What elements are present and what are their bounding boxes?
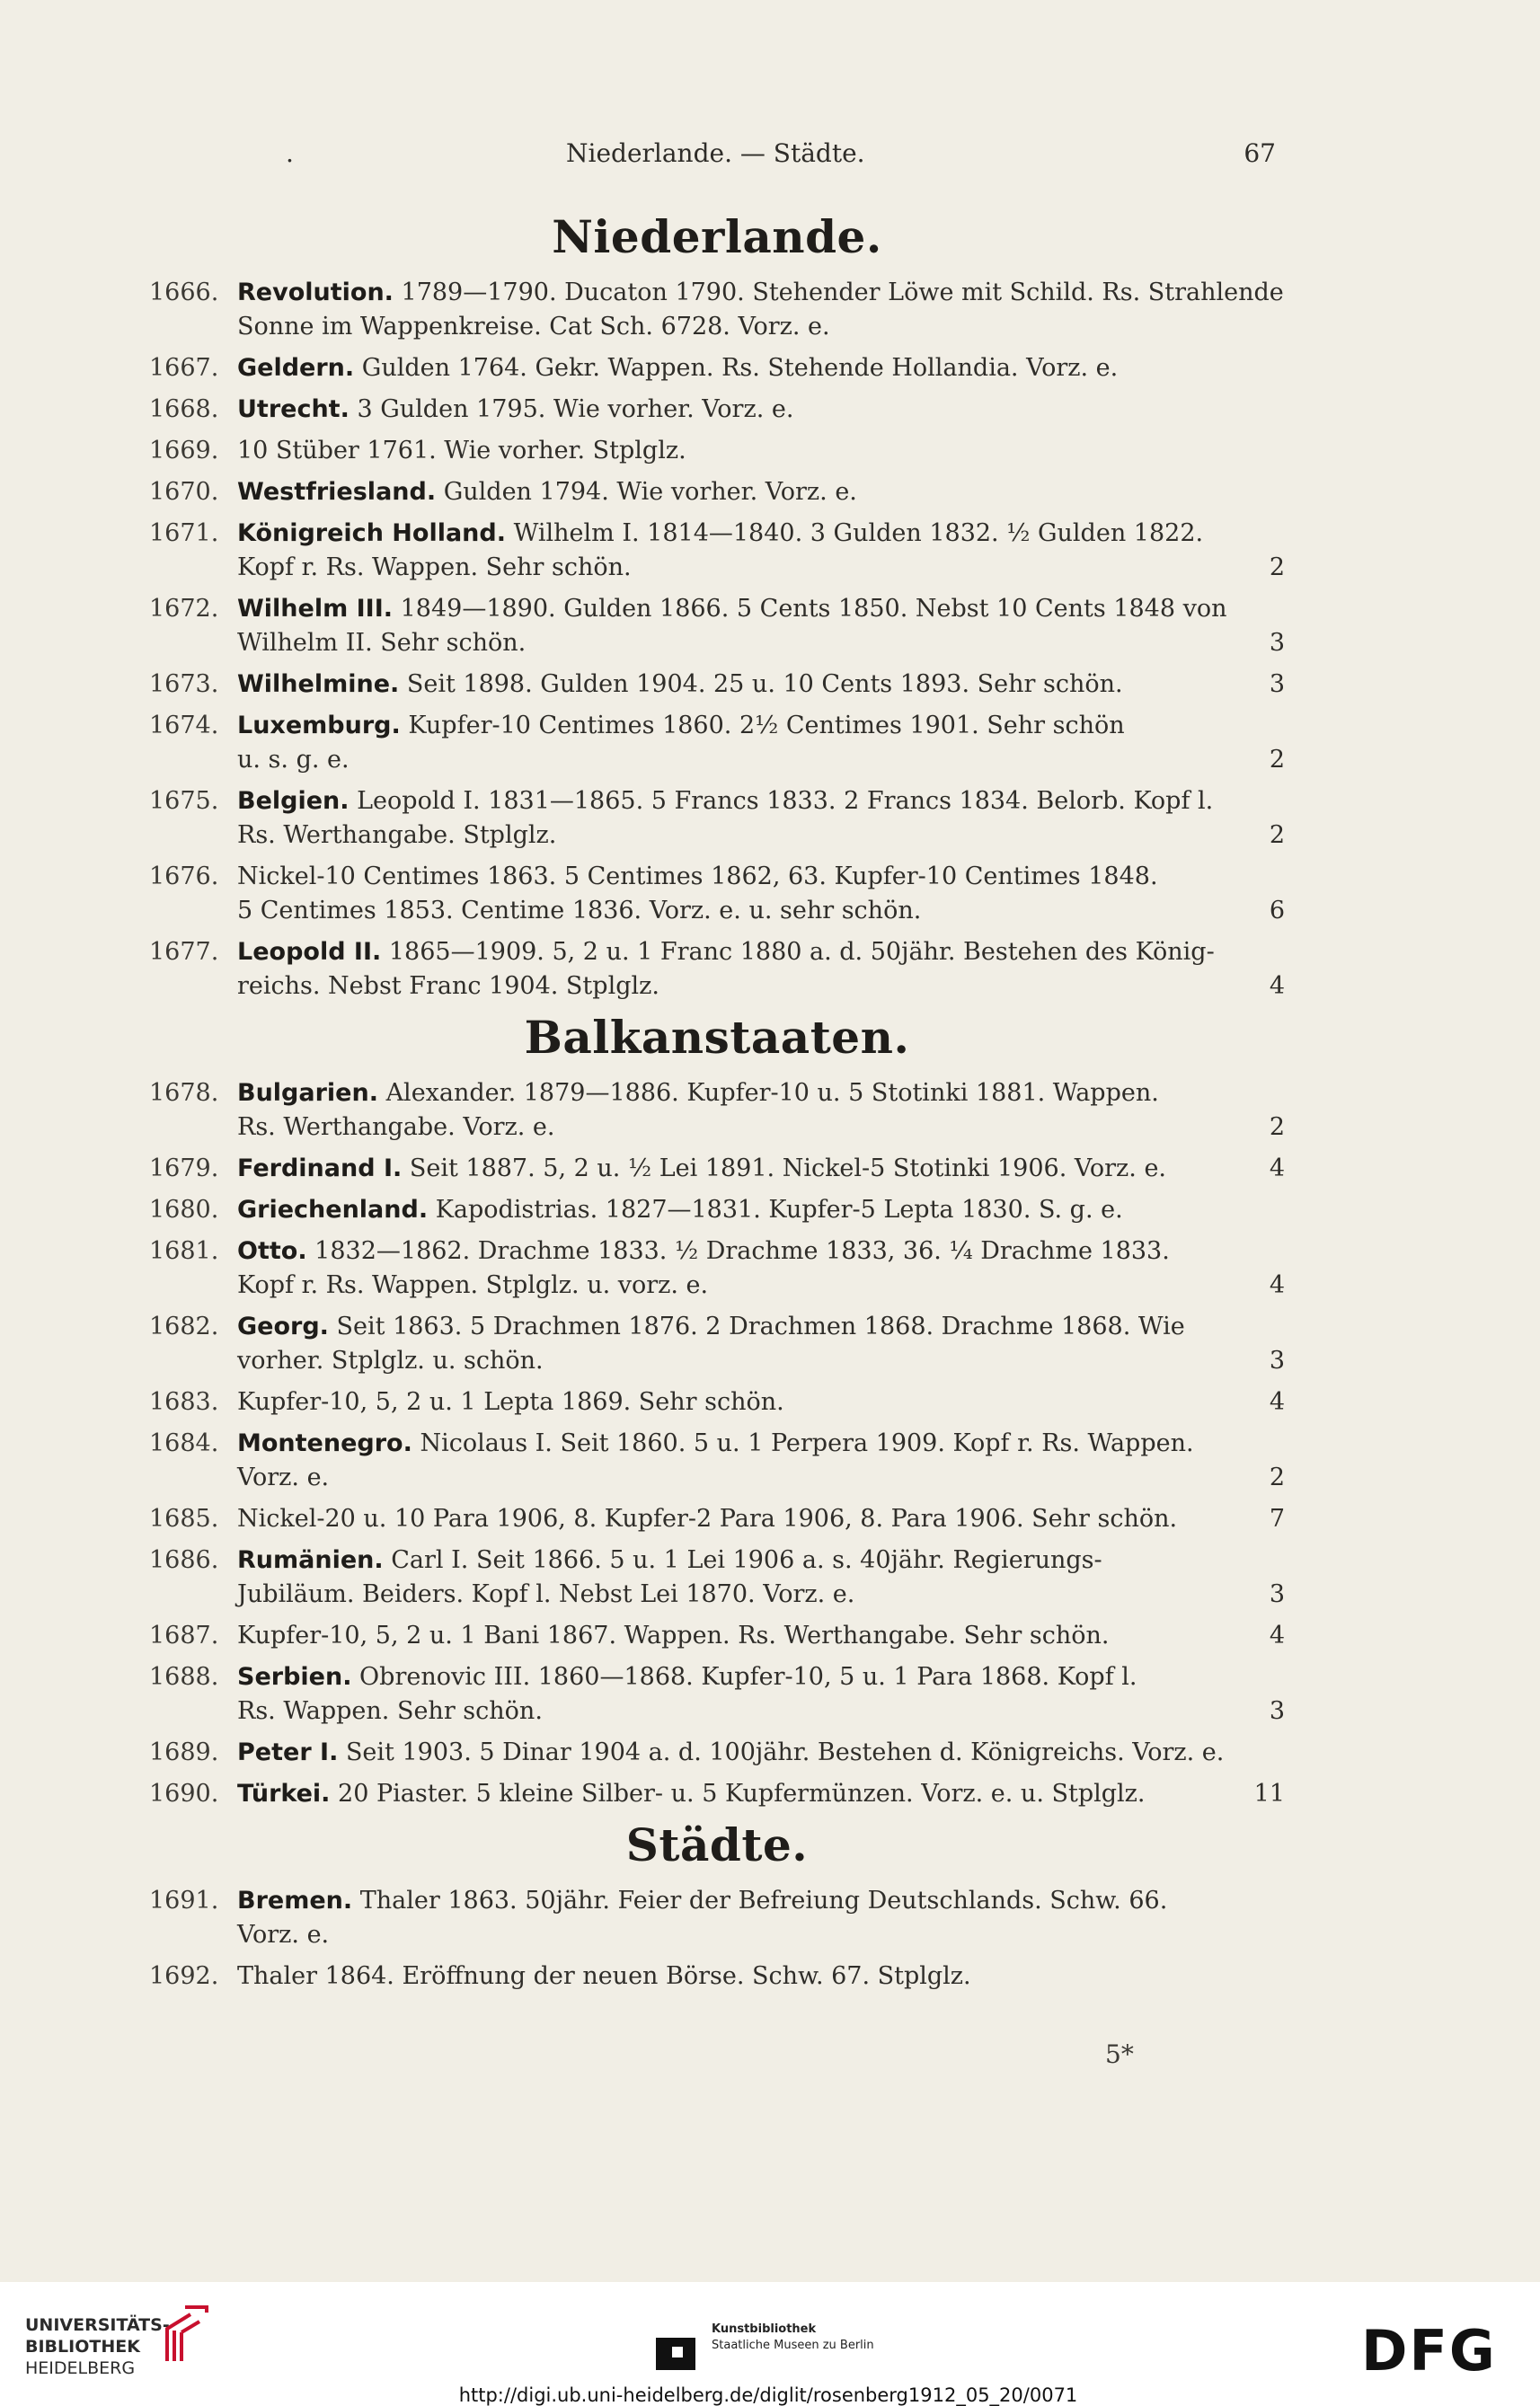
line-text: 1832—1862. Drachme 1833. ½ Drachme 1833, 36. ¼ Drachme 1833. bbox=[314, 1237, 1170, 1265]
entry-description bbox=[237, 1234, 1285, 1303]
description-line bbox=[237, 434, 1285, 468]
line-text: Wilhelm II. Sehr schön. bbox=[237, 629, 527, 657]
lot-number: 1692. bbox=[149, 1962, 219, 1990]
catalog-entry bbox=[149, 1660, 1285, 1729]
line-text: Nickel-20 u. 10 Para 1906, 8. Kupfer-2 Para 1906, 8. Para 1906. Sehr schön. bbox=[237, 1505, 1178, 1533]
line-text: Kopf r. Rs. Wappen. Sehr schön. bbox=[237, 553, 632, 581]
description-line bbox=[237, 1544, 1285, 1578]
catalog-entry bbox=[149, 351, 1285, 385]
line-text: Gulden 1794. Wie vorher. Vorz. e. bbox=[443, 478, 857, 506]
line-text: Kupfer-10, 5, 2 u. 1 Bani 1867. Wappen. Rs. Werthangabe. Sehr schön. bbox=[237, 1622, 1110, 1650]
catalog-content bbox=[149, 207, 1285, 2001]
lot-number: 1685. bbox=[149, 1505, 219, 1533]
line-text: Kupfer-10, 5, 2 u. 1 Lepta 1869. Sehr schön. bbox=[237, 1388, 784, 1416]
description-text bbox=[237, 1619, 1109, 1653]
description-line bbox=[237, 310, 1285, 344]
description-text bbox=[237, 1660, 1137, 1694]
description-text bbox=[237, 592, 1226, 626]
line-text: Jubiläum. Beiders. Kopf l. Nebst Lei 1870. Vorz. e. bbox=[237, 1580, 855, 1608]
section-title: Niederlande. bbox=[552, 210, 882, 263]
entry-description bbox=[237, 709, 1285, 777]
lot-number: 1690. bbox=[149, 1780, 219, 1808]
line-text: u. s. g. e. bbox=[237, 746, 350, 774]
line-text: Nicolaus I. Seit 1860. 5 u. 1 Perpera 1909. Kopf r. Rs. Wappen. bbox=[420, 1429, 1194, 1457]
description-text bbox=[237, 393, 793, 427]
entry-heading: Bremen. bbox=[237, 1887, 353, 1915]
line-text: Vorz. e. bbox=[237, 1921, 330, 1949]
catalog-entry bbox=[149, 517, 1285, 585]
entry-heading: Georg. bbox=[237, 1313, 329, 1340]
entry-description bbox=[237, 935, 1285, 1004]
description-line bbox=[237, 1110, 1285, 1145]
line-text: Nickel-10 Centimes 1863. 5 Centimes 1862, 63. Kupfer-10 Centimes 1848. bbox=[237, 862, 1158, 890]
footer-bar bbox=[0, 2282, 1540, 2405]
description-text bbox=[237, 1544, 1102, 1578]
description-line bbox=[237, 1076, 1285, 1110]
entry-description bbox=[237, 434, 1285, 468]
description-line bbox=[237, 1461, 1285, 1495]
line-text: 1789—1790. Ducaton 1790. Stehender Löwe mit Schild. Rs. Strahlende bbox=[401, 279, 1284, 306]
description-line bbox=[237, 1884, 1285, 1918]
entry-heading: Otto. bbox=[237, 1237, 307, 1265]
description-text bbox=[237, 668, 1123, 702]
entry-description bbox=[237, 1884, 1285, 1952]
description-line bbox=[237, 1660, 1285, 1694]
entry-description bbox=[237, 1502, 1285, 1536]
lot-number: 1668. bbox=[149, 395, 219, 423]
description-line bbox=[237, 551, 1285, 585]
entry-description bbox=[237, 860, 1285, 928]
description-line bbox=[237, 1578, 1285, 1612]
description-line bbox=[237, 894, 1285, 928]
description-line bbox=[237, 592, 1285, 626]
line-text: Wilhelm I. 1814—1840. 3 Gulden 1832. ½ Gulden 1822. bbox=[513, 519, 1204, 547]
line-text: Rs. Werthangabe. Vorz. e. bbox=[237, 1113, 555, 1141]
description-line bbox=[237, 784, 1285, 818]
uni-heidelberg-logo-icon bbox=[155, 2302, 212, 2366]
description-text bbox=[237, 276, 1284, 310]
lot-number: 1666. bbox=[149, 279, 219, 306]
description-line bbox=[237, 1619, 1285, 1653]
description-text bbox=[237, 709, 1125, 743]
description-line bbox=[237, 1385, 1285, 1420]
estimate-value: 4 bbox=[1269, 1154, 1285, 1182]
catalog-entry bbox=[149, 276, 1285, 344]
entry-heading: Wilhelm III. bbox=[237, 595, 394, 623]
description-text bbox=[237, 475, 857, 509]
source-url-link[interactable]: http://digi.ub.uni-heidelberg.de/diglit/rosenberg1912_05_20/0071 bbox=[458, 2384, 1078, 2406]
section-title: Städte. bbox=[625, 1818, 809, 1871]
description-line bbox=[237, 1269, 1285, 1303]
catalog-entry bbox=[149, 784, 1285, 853]
catalog-entry bbox=[149, 1544, 1285, 1612]
description-text bbox=[237, 1110, 554, 1145]
lot-number: 1679. bbox=[149, 1154, 219, 1182]
line-text: Carl I. Seit 1866. 5 u. 1 Lei 1906 a. s. 40jähr. Regierungs- bbox=[391, 1546, 1102, 1574]
line-text: 10 Stüber 1761. Wie vorher. Stplglz. bbox=[237, 437, 686, 464]
catalog-entry bbox=[149, 1234, 1285, 1303]
entry-description bbox=[237, 517, 1285, 585]
entry-description bbox=[237, 276, 1285, 344]
uni-line-2: BIBLIOTHEK bbox=[25, 2337, 140, 2357]
description-text bbox=[237, 1694, 543, 1729]
catalog-entry bbox=[149, 1736, 1285, 1770]
lot-number: 1684. bbox=[149, 1429, 219, 1457]
line-text: Gulden 1764. Gekr. Wappen. Rs. Stehende Hollandia. Vorz. e. bbox=[361, 354, 1119, 382]
description-line bbox=[237, 969, 1285, 1004]
description-text bbox=[237, 351, 1118, 385]
kunstbibliothek-logo-icon bbox=[656, 2338, 699, 2374]
lot-number: 1682. bbox=[149, 1313, 219, 1340]
catalog-entry bbox=[149, 935, 1285, 1004]
catalog-entry bbox=[149, 1152, 1285, 1186]
entry-description bbox=[237, 351, 1285, 385]
entry-description bbox=[237, 1619, 1285, 1653]
running-header bbox=[153, 138, 1276, 174]
estimate-value: 4 bbox=[1269, 1388, 1285, 1416]
running-title: Niederlande. — Städte. bbox=[566, 138, 865, 168]
description-line bbox=[237, 1959, 1285, 1994]
entry-heading: Peter I. bbox=[237, 1738, 339, 1766]
line-text: Leopold I. 1831—1865. 5 Francs 1833. 2 Francs 1834. Belorb. Kopf l. bbox=[357, 787, 1214, 815]
catalog-entry bbox=[149, 1884, 1285, 1952]
entry-description bbox=[237, 1736, 1285, 1770]
line-text: Seit 1903. 5 Dinar 1904 a. d. 100jähr. Bestehen d. Königreichs. Vorz. e. bbox=[345, 1738, 1225, 1766]
entry-heading: Utrecht. bbox=[237, 395, 350, 423]
entry-description bbox=[237, 1385, 1285, 1420]
lot-number: 1667. bbox=[149, 354, 219, 382]
description-text bbox=[237, 1918, 329, 1952]
kunstbibliothek-name bbox=[712, 2322, 874, 2354]
estimate-value: 6 bbox=[1269, 897, 1285, 924]
page-number: 67 bbox=[1244, 138, 1276, 168]
estimate-value: 4 bbox=[1269, 1622, 1285, 1650]
description-line bbox=[237, 517, 1285, 551]
line-text: reichs. Nebst Franc 1904. Stplglz. bbox=[237, 972, 659, 1000]
lot-number: 1670. bbox=[149, 478, 219, 506]
catalog-entry bbox=[149, 1385, 1285, 1420]
line-text: Vorz. e. bbox=[237, 1464, 330, 1491]
entry-heading: Wilhelmine. bbox=[237, 670, 400, 698]
uni-line-3: HEIDELBERG bbox=[25, 2358, 136, 2378]
entry-heading: Luxemburg. bbox=[237, 712, 401, 739]
description-text bbox=[237, 1385, 784, 1420]
description-line bbox=[237, 743, 1285, 777]
catalog-entry bbox=[149, 1310, 1285, 1378]
estimate-value: 4 bbox=[1269, 1271, 1285, 1299]
description-text bbox=[237, 818, 556, 853]
description-text bbox=[237, 1959, 971, 1994]
entry-heading: Geldern. bbox=[237, 354, 355, 382]
estimate-value: 3 bbox=[1269, 1580, 1285, 1608]
description-text bbox=[237, 1884, 1167, 1918]
description-text bbox=[237, 434, 686, 468]
estimate-value: 2 bbox=[1269, 553, 1285, 581]
description-text bbox=[237, 1578, 854, 1612]
description-line bbox=[237, 1152, 1285, 1186]
description-line bbox=[237, 1344, 1285, 1378]
line-text: Alexander. 1879—1886. Kupfer-10 u. 5 Stotinki 1881. Wappen. bbox=[385, 1079, 1159, 1107]
lot-number: 1675. bbox=[149, 787, 219, 815]
lot-number: 1676. bbox=[149, 862, 219, 890]
entry-description bbox=[237, 1544, 1285, 1612]
line-text: 1849—1890. Gulden 1866. 5 Cents 1850. Nebst 10 Cents 1848 von bbox=[400, 595, 1227, 623]
lot-number: 1691. bbox=[149, 1887, 219, 1915]
catalog-entry bbox=[149, 1959, 1285, 1994]
description-text bbox=[237, 894, 921, 928]
lot-number: 1683. bbox=[149, 1388, 219, 1416]
entry-description bbox=[237, 1959, 1285, 1994]
entry-description bbox=[237, 592, 1285, 660]
line-text: Kapodistrias. 1827—1831. Kupfer-5 Lepta 1830. S. g. e. bbox=[435, 1196, 1123, 1224]
uni-line-1: UNIVERSITÄTS- bbox=[25, 2315, 170, 2335]
catalog-entry bbox=[149, 1502, 1285, 1536]
entry-description bbox=[237, 784, 1285, 853]
description-text bbox=[237, 969, 659, 1004]
description-line bbox=[237, 1918, 1285, 1952]
description-text bbox=[237, 517, 1203, 551]
entry-description bbox=[237, 1660, 1285, 1729]
lot-number: 1686. bbox=[149, 1546, 219, 1574]
catalog-entry bbox=[149, 1777, 1285, 1811]
catalog-entry bbox=[149, 1076, 1285, 1145]
description-line bbox=[237, 626, 1285, 660]
entry-heading: Rumänien. bbox=[237, 1546, 384, 1574]
entry-heading: Bulgarien. bbox=[237, 1079, 378, 1107]
description-text bbox=[237, 784, 1213, 818]
description-text bbox=[237, 1344, 544, 1378]
entry-heading: Serbien. bbox=[237, 1663, 352, 1691]
line-text: Rs. Werthangabe. Stplglz. bbox=[237, 821, 557, 849]
description-line bbox=[237, 1193, 1285, 1227]
line-text: 3 Gulden 1795. Wie vorher. Vorz. e. bbox=[357, 395, 794, 423]
description-line bbox=[237, 818, 1285, 853]
entry-description bbox=[237, 1152, 1285, 1186]
estimate-value: 7 bbox=[1269, 1505, 1285, 1533]
entry-heading: Revolution. bbox=[237, 279, 394, 306]
description-line bbox=[237, 668, 1285, 702]
description-text bbox=[237, 1076, 1159, 1110]
dfg-logo: DFG bbox=[1361, 2318, 1497, 2384]
entry-heading: Türkei. bbox=[237, 1780, 331, 1808]
line-text: 20 Piaster. 5 kleine Silber- u. 5 Kupfermünzen. Vorz. e. u. Stplglz. bbox=[338, 1780, 1146, 1808]
entry-heading: Westfriesland. bbox=[237, 478, 437, 506]
description-line bbox=[237, 1234, 1285, 1269]
line-text: Kopf r. Rs. Wappen. Stplglz. u. vorz. e. bbox=[237, 1271, 709, 1299]
entry-heading: Leopold II. bbox=[237, 938, 382, 966]
description-line bbox=[237, 393, 1285, 427]
description-text bbox=[237, 551, 632, 585]
entry-description bbox=[237, 1427, 1285, 1495]
entry-heading: Ferdinand I. bbox=[237, 1154, 403, 1182]
entry-description bbox=[237, 1076, 1285, 1145]
line-text: Thaler 1864. Eröffnung der neuen Börse. Schw. 67. Stplglz. bbox=[237, 1962, 971, 1990]
kb-line-2: Staatliche Museen zu Berlin bbox=[712, 2339, 874, 2352]
estimate-value: 3 bbox=[1269, 670, 1285, 698]
catalog-entry bbox=[149, 860, 1285, 928]
description-text bbox=[237, 626, 526, 660]
estimate-value: 2 bbox=[1269, 1464, 1285, 1491]
description-text bbox=[237, 1427, 1194, 1461]
description-line bbox=[237, 1310, 1285, 1344]
entry-description bbox=[237, 1777, 1285, 1811]
line-text: Obrenovic III. 1860—1868. Kupfer-10, 5 u. 1 Para 1868. Kopf l. bbox=[359, 1663, 1137, 1691]
estimate-value: 3 bbox=[1269, 1697, 1285, 1725]
entry-heading: Griechenland. bbox=[237, 1196, 429, 1224]
estimate-value: 2 bbox=[1269, 821, 1285, 849]
description-line bbox=[237, 1777, 1285, 1811]
description-text bbox=[237, 1502, 1177, 1536]
line-text: Seit 1898. Gulden 1904. 25 u. 10 Cents 1893. Sehr schön. bbox=[406, 670, 1123, 698]
description-text bbox=[237, 1736, 1224, 1770]
catalog-entry bbox=[149, 592, 1285, 660]
description-line bbox=[237, 935, 1285, 969]
line-text: Sonne im Wappenkreise. Cat Sch. 6728. Vorz. e. bbox=[237, 313, 830, 341]
description-line bbox=[237, 1502, 1285, 1536]
entry-description bbox=[237, 475, 1285, 509]
header-mark: . bbox=[286, 138, 294, 168]
estimate-value: 2 bbox=[1269, 1113, 1285, 1141]
lot-number: 1677. bbox=[149, 938, 219, 966]
description-text bbox=[237, 1269, 708, 1303]
entry-heading: Belgien. bbox=[237, 787, 350, 815]
description-text bbox=[237, 1777, 1145, 1811]
description-line bbox=[237, 276, 1285, 310]
lot-number: 1689. bbox=[149, 1738, 219, 1766]
description-text bbox=[237, 1152, 1166, 1186]
catalog-entry bbox=[149, 668, 1285, 702]
description-text bbox=[237, 1461, 329, 1495]
catalog-entry bbox=[149, 1619, 1285, 1653]
catalog-entry bbox=[149, 1427, 1285, 1495]
catalog-entry bbox=[149, 393, 1285, 427]
entry-description bbox=[237, 393, 1285, 427]
description-text bbox=[237, 743, 350, 777]
description-line bbox=[237, 1694, 1285, 1729]
estimate-value: 11 bbox=[1253, 1780, 1285, 1808]
estimate-value: 2 bbox=[1269, 746, 1285, 774]
estimate-value: 3 bbox=[1269, 1347, 1285, 1375]
lot-number: 1674. bbox=[149, 712, 219, 739]
uni-library-name bbox=[25, 2314, 170, 2379]
description-text bbox=[237, 1193, 1123, 1227]
catalog-entry bbox=[149, 1193, 1285, 1227]
catalog-entry bbox=[149, 475, 1285, 509]
description-text bbox=[237, 310, 830, 344]
estimate-value: 4 bbox=[1269, 972, 1285, 1000]
description-line bbox=[237, 860, 1285, 894]
description-text bbox=[237, 860, 1158, 894]
lot-number: 1669. bbox=[149, 437, 219, 464]
lot-number: 1681. bbox=[149, 1237, 219, 1265]
kb-line-1: Kunstbibliothek bbox=[712, 2322, 817, 2336]
description-line bbox=[237, 351, 1285, 385]
line-text: Thaler 1863. 50jähr. Feier der Befreiung Deutschlands. Schw. 66. bbox=[359, 1887, 1168, 1915]
lot-number: 1687. bbox=[149, 1622, 219, 1650]
entry-heading: Montenegro. bbox=[237, 1429, 412, 1457]
description-line bbox=[237, 1427, 1285, 1461]
description-line bbox=[237, 1736, 1285, 1770]
lot-number: 1673. bbox=[149, 670, 219, 698]
line-text: 5 Centimes 1853. Centime 1836. Vorz. e. u. sehr schön. bbox=[237, 897, 922, 924]
line-text: 1865—1909. 5, 2 u. 1 Franc 1880 a. d. 50jähr. Bestehen des König- bbox=[388, 938, 1215, 966]
lot-number: 1671. bbox=[149, 519, 219, 547]
entry-description bbox=[237, 1193, 1285, 1227]
lot-number: 1680. bbox=[149, 1196, 219, 1224]
signature-mark: 5* bbox=[1105, 2039, 1134, 2069]
description-text bbox=[237, 1234, 1170, 1269]
description-line bbox=[237, 709, 1285, 743]
lot-number: 1678. bbox=[149, 1079, 219, 1107]
description-text bbox=[237, 1310, 1185, 1344]
section-title: Balkanstaaten. bbox=[524, 1011, 910, 1064]
entry-description bbox=[237, 668, 1285, 702]
line-text: Kupfer-10 Centimes 1860. 2½ Centimes 1901. Sehr schön bbox=[408, 712, 1125, 739]
lot-number: 1688. bbox=[149, 1663, 219, 1691]
catalog-entry bbox=[149, 709, 1285, 777]
catalog-entry bbox=[149, 434, 1285, 468]
lot-number: 1672. bbox=[149, 595, 219, 623]
estimate-value: 3 bbox=[1269, 629, 1285, 657]
description-line bbox=[237, 475, 1285, 509]
line-text: vorher. Stplglz. u. schön. bbox=[237, 1347, 544, 1375]
entry-heading: Königreich Holland. bbox=[237, 519, 506, 547]
line-text: Seit 1887. 5, 2 u. ½ Lei 1891. Nickel-5 Stotinki 1906. Vorz. e. bbox=[409, 1154, 1167, 1182]
description-text bbox=[237, 935, 1215, 969]
line-text: Rs. Wappen. Sehr schön. bbox=[237, 1697, 543, 1725]
line-text: Seit 1863. 5 Drachmen 1876. 2 Drachmen 1868. Drachme 1868. Wie bbox=[336, 1313, 1185, 1340]
entry-description bbox=[237, 1310, 1285, 1378]
